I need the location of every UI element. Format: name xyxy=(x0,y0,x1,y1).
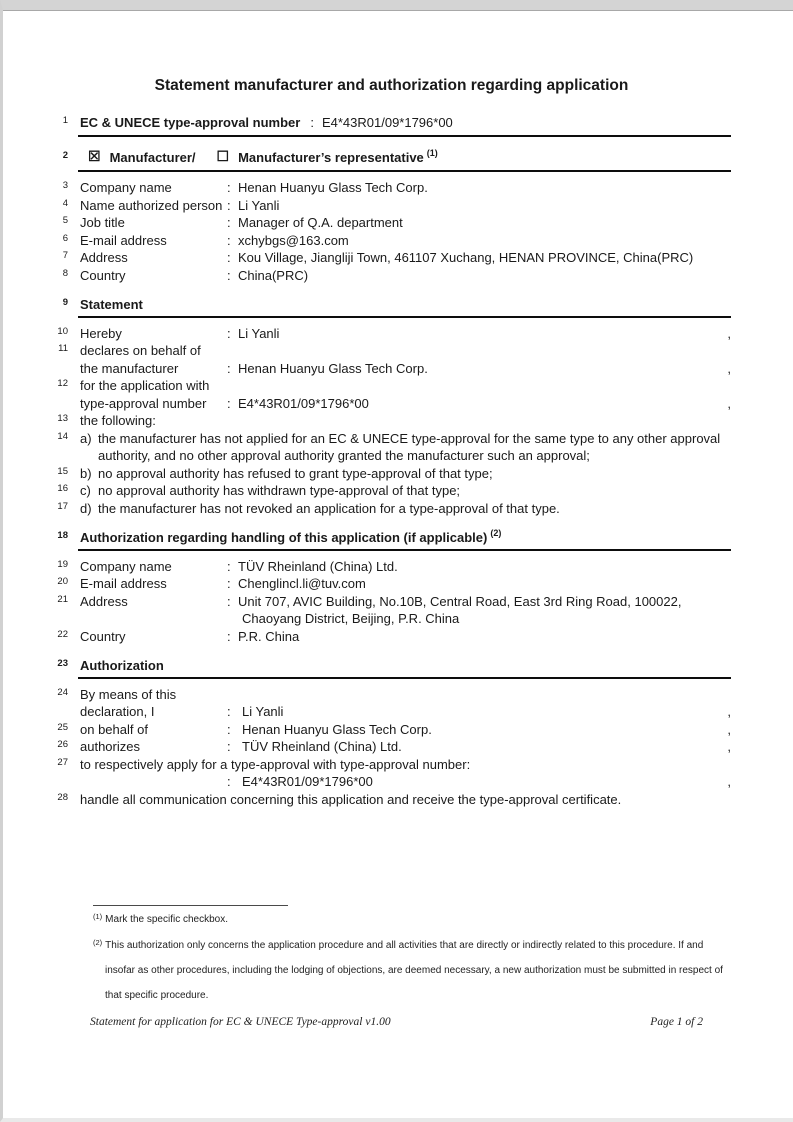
application-row-line1 xyxy=(52,377,731,395)
footnote-ref-2: (2) xyxy=(490,528,502,538)
trailing-comma: , xyxy=(727,704,731,719)
footnote-separator xyxy=(93,905,288,906)
line-number: 11 xyxy=(58,343,68,354)
email-row xyxy=(52,232,731,250)
statement-item-d xyxy=(52,500,731,518)
statement-item-a xyxy=(52,430,731,465)
line-number: 5 xyxy=(62,215,68,226)
footnote-1 xyxy=(93,913,753,927)
colon: : xyxy=(227,704,231,719)
hereby-row xyxy=(52,325,731,343)
manufacturer-checkbox-checked[interactable]: ☒ xyxy=(88,147,101,164)
field-label: declares on behalf of xyxy=(80,343,201,358)
line-number: 25 xyxy=(57,721,68,733)
line-number: 28 xyxy=(57,791,68,803)
line-number: 18 xyxy=(57,530,68,541)
colon: : xyxy=(227,593,231,609)
trailing-comma: , xyxy=(727,360,731,376)
representative-checkbox-unchecked[interactable]: ☐ xyxy=(216,147,230,164)
role-row xyxy=(52,149,731,167)
field-value: TÜV Rheinland (China) Ltd. xyxy=(242,739,402,754)
authorization-handling-heading xyxy=(52,529,731,547)
colon: : xyxy=(227,774,231,789)
apply-text: to respectively apply for a type-approval with type-approval number: xyxy=(80,756,471,772)
item-marker: a) xyxy=(80,430,92,446)
footnotes xyxy=(93,905,753,1008)
field-label: Country xyxy=(80,267,126,283)
apply-row-line2 xyxy=(52,773,731,791)
field-label: Company name xyxy=(80,180,172,195)
line-number: 22 xyxy=(57,628,68,640)
colon: : xyxy=(227,721,231,737)
agent-country-row xyxy=(52,628,731,646)
field-label: Address xyxy=(80,593,128,609)
line-number: 9 xyxy=(62,297,68,308)
field-label: Company name xyxy=(80,558,172,574)
line-number: 20 xyxy=(57,576,68,587)
footnote-2-ref: (2) xyxy=(93,938,103,947)
field-value: Chaoyang District, Beijing, P.R. China xyxy=(242,611,460,626)
footnote-ref-1: (1) xyxy=(426,147,438,158)
field-label: type-approval number xyxy=(80,395,207,411)
apply-row-line1 xyxy=(52,756,731,774)
line-number: 1 xyxy=(62,115,68,126)
colon: : xyxy=(227,628,231,644)
authorization-heading-label: Authorization xyxy=(80,658,164,673)
trailing-comma: , xyxy=(727,774,731,789)
declares-row-line1 xyxy=(52,342,731,360)
field-label: the manufacturer xyxy=(80,360,179,376)
footnote-2 xyxy=(93,933,753,1008)
agent-email-row xyxy=(52,575,731,593)
footnote-1-ref: (1) xyxy=(93,912,103,921)
item-text: the manufacturer has not applied for an EC & UNECE type-approval for the same type to any other approval authority, and no other approval authority granted the manufacturer such an approval; xyxy=(98,430,721,463)
handle-row xyxy=(52,791,731,809)
field-value: xchybgs@163.com xyxy=(238,232,349,248)
declaration-row-line2 xyxy=(52,703,731,721)
colon: : xyxy=(227,325,231,341)
field-value: Kou Village, Jiangliji Town, 461107 Xuchang, HENAN PROVINCE, China(PRC) xyxy=(238,250,694,265)
declares-row-line2 xyxy=(52,360,731,378)
footnote-2-line: insofar as other procedures, including the lodging of objections, are deemed necessary, a new authorization must be submitted in respect of xyxy=(105,965,723,976)
field-label: Country xyxy=(80,628,126,644)
scan-edge xyxy=(3,10,793,11)
following-row xyxy=(52,412,731,430)
section-rule xyxy=(78,677,731,679)
manufacturer-option-label: Manufacturer/ xyxy=(109,149,196,165)
colon: : xyxy=(227,558,231,574)
colon: : xyxy=(227,267,231,283)
colon: : xyxy=(227,215,231,230)
field-value: Li Yanli xyxy=(238,325,280,341)
field-value: Li Yanli xyxy=(242,704,284,719)
line-number: 4 xyxy=(62,197,68,209)
item-text: no approval authority has withdrawn type-approval of that type; xyxy=(98,483,461,498)
page-footer xyxy=(90,1016,703,1028)
handle-text: handle all communication concerning this application and receive the type-approval certificate. xyxy=(80,791,622,807)
on-behalf-row xyxy=(52,721,731,739)
field-label: declaration, I xyxy=(80,704,155,719)
colon: : xyxy=(310,115,314,130)
field-label: Name authorized person xyxy=(80,197,223,213)
field-value: Chenglincl.li@tuv.com xyxy=(238,576,366,591)
agent-address-row-line2 xyxy=(52,610,731,628)
item-marker: d) xyxy=(80,500,92,516)
line-number: 19 xyxy=(57,558,68,570)
item-text: the manufacturer has not revoked an application for a type-approval of that type. xyxy=(98,500,560,516)
field-label: authorizes xyxy=(80,739,140,754)
field-label: for the application with xyxy=(80,378,210,393)
line-number: 3 xyxy=(62,180,68,191)
item-marker: c) xyxy=(80,483,91,498)
line-number: 10 xyxy=(57,325,68,337)
field-value: TÜV Rheinland (China) Ltd. xyxy=(238,558,398,574)
trailing-comma: , xyxy=(727,325,731,341)
authorizes-row xyxy=(52,738,731,756)
section-rule xyxy=(78,135,731,137)
line-number: 26 xyxy=(57,739,68,750)
field-value: Unit 707, AVIC Building, No.10B, Central Road, East 3rd Ring Road, 100022, xyxy=(238,593,682,609)
field-value: China(PRC) xyxy=(238,267,309,283)
statement-heading-label: Statement xyxy=(80,297,143,312)
field-value: Li Yanli xyxy=(238,197,280,213)
footnote-1-text: Mark the specific checkbox. xyxy=(105,914,228,925)
application-row-line2 xyxy=(52,395,731,413)
line-number: 7 xyxy=(62,250,68,261)
colon: : xyxy=(227,232,231,248)
approval-number-row xyxy=(52,114,731,132)
field-label: Address xyxy=(80,250,128,265)
company-name-row xyxy=(52,179,731,197)
colon: : xyxy=(227,360,231,376)
field-label: on behalf of xyxy=(80,721,148,737)
line-number: 8 xyxy=(62,267,68,279)
approval-number-value: E4*43R01/09*1796*00 xyxy=(321,115,453,130)
field-label: By means of this xyxy=(80,686,177,702)
document-content xyxy=(3,10,793,808)
statement-following-text: the following: xyxy=(80,413,156,428)
field-label: Job title xyxy=(80,215,125,230)
footnote-2-line xyxy=(93,933,753,958)
colon: : xyxy=(227,395,231,411)
line-number: 15 xyxy=(57,465,68,477)
line-number: 17 xyxy=(57,500,68,512)
item-marker: b) xyxy=(80,465,92,481)
authorization-heading xyxy=(52,657,731,675)
address-row xyxy=(52,249,731,267)
line-number: 2 xyxy=(62,149,68,161)
line-number: 24 xyxy=(57,686,68,698)
colon: : xyxy=(227,197,231,213)
declaration-row-line1 xyxy=(52,686,731,704)
line-number: 13 xyxy=(57,413,68,424)
colon: : xyxy=(227,250,231,265)
field-value: E4*43R01/09*1796*00 xyxy=(238,395,369,411)
footnote-2-line: that specific procedure. xyxy=(105,990,209,1001)
country-row xyxy=(52,267,731,285)
field-value: E4*43R01/09*1796*00 xyxy=(242,774,373,789)
document-title: Statement manufacturer and authorization regarding application xyxy=(154,77,629,94)
colon: : xyxy=(227,180,231,195)
field-value: P.R. China xyxy=(238,628,300,644)
agent-address-row-line1 xyxy=(52,593,731,611)
trailing-comma: , xyxy=(727,721,731,737)
field-value: Manager of Q.A. department xyxy=(238,215,403,230)
line-number: 6 xyxy=(62,232,68,244)
job-title-row xyxy=(52,214,731,232)
line-number: 21 xyxy=(57,593,68,605)
authorization-handling-heading-label: Authorization regarding handling of this application (if applicable) xyxy=(80,530,488,545)
agent-company-row xyxy=(52,558,731,576)
field-value: Henan Huanyu Glass Tech Corp. xyxy=(242,721,432,737)
approval-number-label: EC & UNECE type-approval number xyxy=(80,115,301,130)
footnote-2-text: This authorization only concerns the application procedure and all activities that are directly or indirectly related to this procedure. If and xyxy=(105,940,704,951)
trailing-comma: , xyxy=(727,395,731,411)
field-value: Henan Huanyu Glass Tech Corp. xyxy=(238,180,428,195)
field-label: E-mail address xyxy=(80,576,167,591)
field-label: Hereby xyxy=(80,325,122,341)
section-rule xyxy=(78,170,731,172)
section-rule xyxy=(78,549,731,551)
line-number: 27 xyxy=(57,756,68,768)
field-value: Henan Huanyu Glass Tech Corp. xyxy=(238,360,428,376)
footer-page-number: Page 1 of 2 xyxy=(650,1016,703,1028)
statement-item-c xyxy=(52,482,731,500)
trailing-comma: , xyxy=(727,739,731,754)
line-number: 12 xyxy=(57,378,68,389)
line-number: 23 xyxy=(57,658,68,669)
field-label: E-mail address xyxy=(80,232,167,248)
statement-heading xyxy=(52,296,731,314)
section-rule xyxy=(78,316,731,318)
authorized-person-row xyxy=(52,197,731,215)
line-number: 14 xyxy=(57,430,68,442)
statement-item-b xyxy=(52,465,731,483)
colon: : xyxy=(227,576,231,591)
colon: : xyxy=(227,739,231,754)
line-number: 16 xyxy=(57,483,68,494)
representative-option-label: Manufacturer’s representative xyxy=(238,149,424,165)
item-text: no approval authority has refused to grant type-approval of that type; xyxy=(98,465,493,481)
footer-document-name: Statement for application for EC & UNECE Type-approval v1.00 xyxy=(90,1016,391,1028)
